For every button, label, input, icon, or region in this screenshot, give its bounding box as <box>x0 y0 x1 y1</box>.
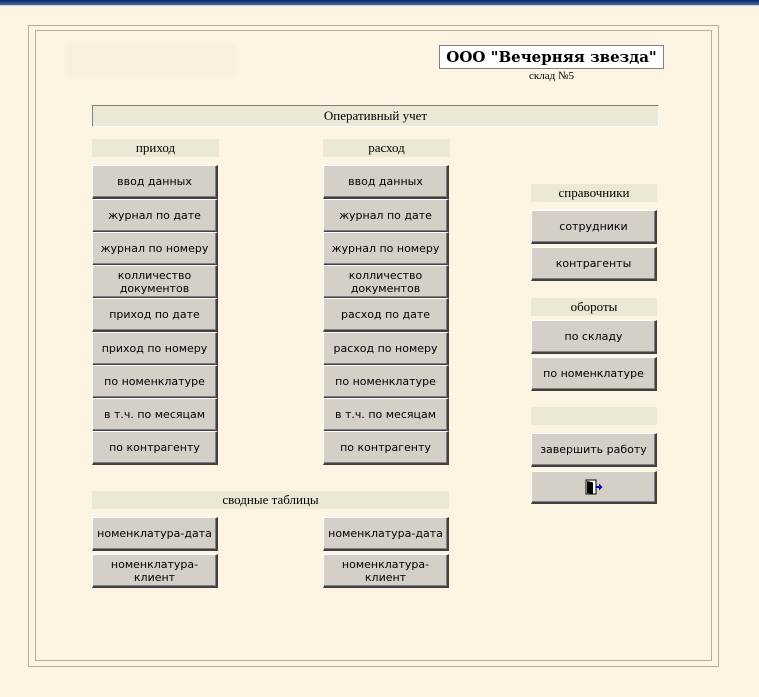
rashod-input-button[interactable]: ввод данных <box>323 165 449 199</box>
prihod-doc-count-button[interactable]: колличество документов <box>92 265 218 299</box>
counterparties-button[interactable]: контрагенты <box>531 247 657 281</box>
prihod-by-number-button[interactable]: приход по номеру <box>92 332 218 366</box>
prihod-by-counterparty-button[interactable]: по контрагенту <box>92 431 218 465</box>
pivot-nomenclature-client-button-right[interactable]: номенклатура-клиент <box>323 554 449 588</box>
rashod-by-counterparty-button[interactable]: по контрагенту <box>323 431 449 465</box>
exit-icon-button[interactable] <box>531 471 657 504</box>
company-name: ООО "Вечерняя звезда" <box>439 45 664 69</box>
exit-door-icon <box>585 479 603 495</box>
prihod-by-month-button[interactable]: в т.ч. по месяцам <box>92 398 218 432</box>
pivot-nomenclature-client-button[interactable]: номенклатура-клиент <box>92 554 218 588</box>
rashod-doc-count-button[interactable]: колличество документов <box>323 265 449 299</box>
prihod-title: приход <box>92 139 219 157</box>
warehouse-label: склад №5 <box>529 70 574 82</box>
references-title: справочники <box>531 184 657 202</box>
rashod-by-date-button[interactable]: расход по дате <box>323 298 449 332</box>
exit-button[interactable]: завершить работу <box>531 433 657 467</box>
rashod-by-number-button[interactable]: расход по номеру <box>323 332 449 366</box>
exit-section-label <box>531 407 657 425</box>
prihod-journal-date-button[interactable]: журнал по дате <box>92 199 218 233</box>
prihod-by-nomenclature-button[interactable]: по номенклатуре <box>92 365 218 399</box>
turnover-title: обороты <box>531 298 657 316</box>
pivot-nomenclature-date-button[interactable]: номенклатура-дата <box>92 517 218 551</box>
rashod-by-nomenclature-button[interactable]: по номенклатуре <box>323 365 449 399</box>
rashod-journal-date-button[interactable]: журнал по дате <box>323 199 449 233</box>
turnover-warehouse-button[interactable]: по складу <box>531 320 657 354</box>
rashod-by-month-button[interactable]: в т.ч. по месяцам <box>323 398 449 432</box>
faded-logo-area <box>65 43 235 78</box>
window-title-bar-border <box>0 5 759 6</box>
prihod-journal-number-button[interactable]: журнал по номеру <box>92 232 218 266</box>
rashod-journal-number-button[interactable]: журнал по номеру <box>323 232 449 266</box>
rashod-title: расход <box>323 139 450 157</box>
pivot-tables-title: сводные таблицы <box>92 491 449 509</box>
prihod-input-button[interactable]: ввод данных <box>92 165 218 199</box>
section-title-operative: Оперативный учет <box>92 105 659 127</box>
turnover-nomenclature-button[interactable]: по номенклатуре <box>531 357 657 391</box>
pivot-nomenclature-date-button-right[interactable]: номенклатура-дата <box>323 517 449 551</box>
prihod-by-date-button[interactable]: приход по дате <box>92 298 218 332</box>
employees-button[interactable]: сотрудники <box>531 210 657 244</box>
